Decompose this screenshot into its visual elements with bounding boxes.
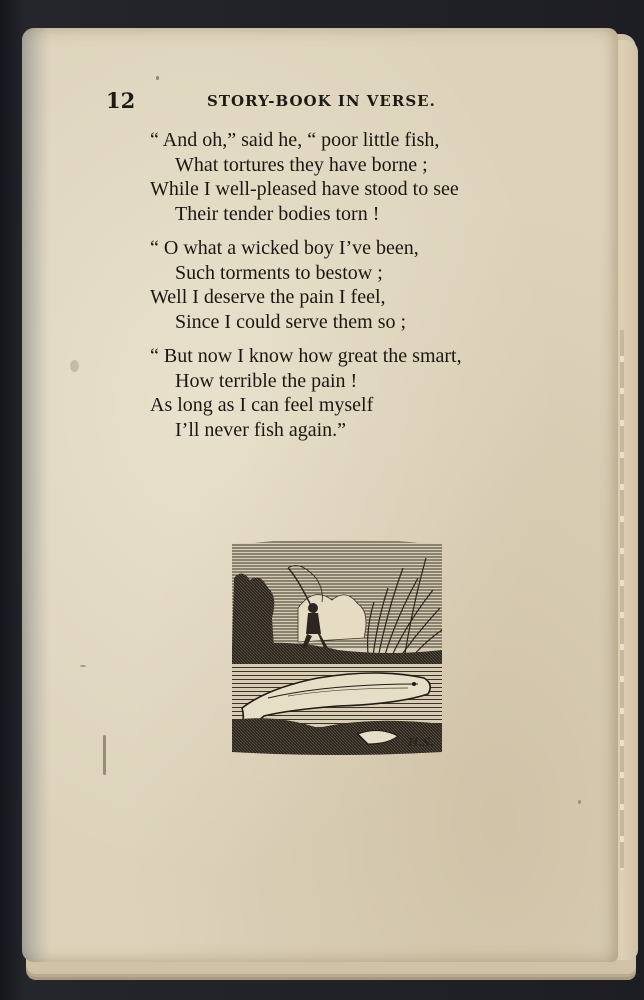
page-number: 12 — [106, 88, 136, 113]
poem-text — [150, 128, 570, 452]
poem-line: Their tender bodies torn ! — [175, 202, 380, 225]
running-head: STORY-BOOK IN VERSE. — [207, 92, 436, 110]
engraver-signature: H.S. — [408, 736, 434, 749]
poem-line: Such torments to bestow ; — [175, 261, 383, 284]
poem-line: “ But now I know how great the smart, — [150, 345, 462, 367]
page-header — [0, 88, 644, 114]
stanza-1 — [150, 128, 570, 226]
poem-line: “ And oh,” said he, “ poor little fish, — [150, 129, 440, 151]
poem-line: “ O what a wicked boy I’ve been, — [150, 237, 419, 259]
stanza-3 — [150, 344, 570, 442]
engraving-image — [228, 538, 446, 756]
binding-stitches — [620, 330, 624, 870]
spine-shadow — [22, 28, 50, 962]
poem-line: What tortures they have borne ; — [175, 153, 428, 176]
stanza-2 — [150, 236, 570, 334]
poem-line: How terrible the pain ! — [175, 369, 358, 392]
poem-line: As long as I can feel myself — [150, 394, 374, 416]
fishing-engraving — [228, 538, 446, 756]
poem-line: While I well-pleased have stood to see — [150, 178, 459, 200]
poem-line: Since I could serve them so ; — [175, 310, 407, 333]
poem-line: I’ll never fish again.” — [175, 418, 347, 441]
poem-line: Well I deserve the pain I feel, — [150, 286, 386, 308]
